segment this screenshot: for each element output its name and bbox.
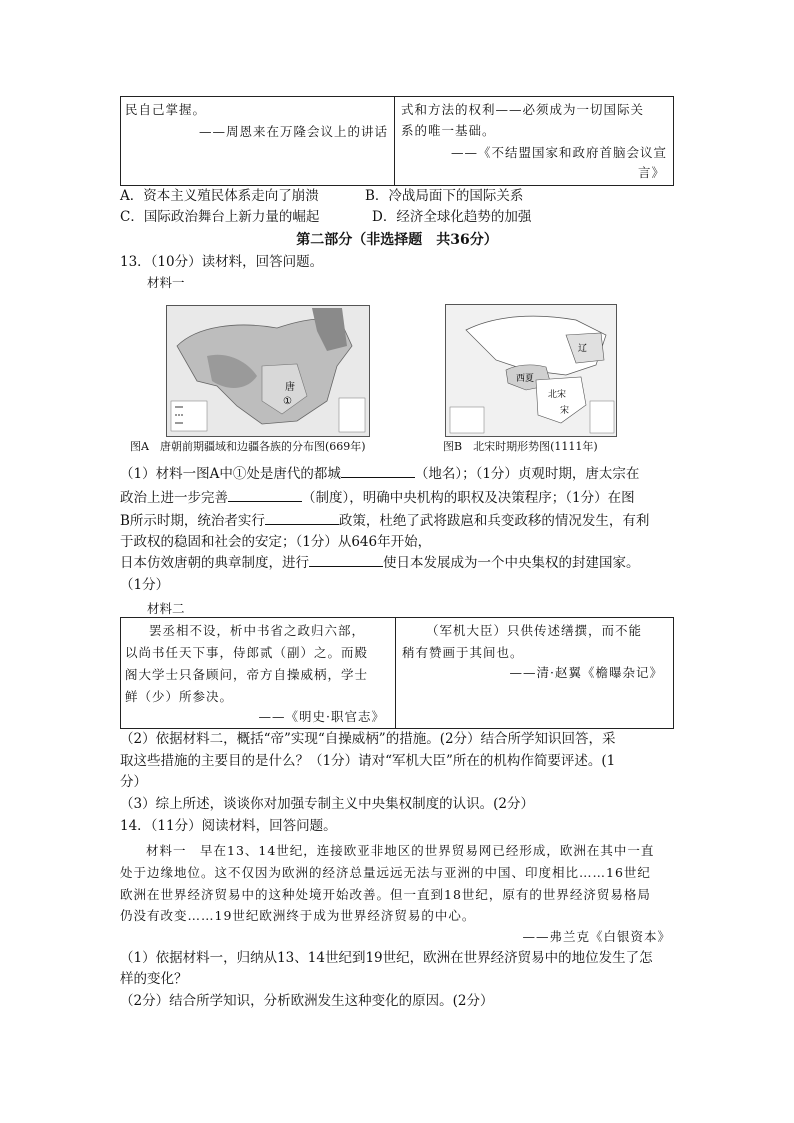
option-b: B．冷战局面下的国际关系 <box>365 188 524 204</box>
quote-text: 系的唯一基础。 <box>401 123 496 138</box>
map-a-caption: 图A 唐朝前期疆域和边疆各族的分布图(669年) <box>130 440 366 453</box>
text: 日本仿效唐朝的典章制度，进行 <box>120 555 309 571</box>
q13-p1-line3 <box>120 510 649 532</box>
answer-blank-system[interactable] <box>228 487 302 502</box>
text: （地名）；（1分）贞观时期，唐太宗在 <box>414 466 640 482</box>
text: 政治上进一步完善 <box>120 490 228 506</box>
quote-zhao-yi <box>396 618 673 728</box>
quote-text: 阁大学士只备顾问，帝方自操威柄，学士 <box>125 667 369 682</box>
q13-p2-line2: 取这些措施的主要目的是什么？（1分）请对“军机大臣”所在的机构作简要评述。(1 <box>120 753 616 769</box>
q13-p1-line2 <box>120 487 635 509</box>
quote-text: 式和方法的权利——必须成为一切国际关 <box>401 102 645 117</box>
answer-blank-policy[interactable] <box>265 510 339 525</box>
quote-text: 以尚书任天下事，侍郎贰（副）之。而殿 <box>125 645 369 660</box>
map-b-label-song: 宋 <box>560 406 570 416</box>
quote-source: ——周恩来在万隆会议上的讲话 <box>198 124 388 139</box>
quote-text: 稍有赞画于其间也。 <box>402 645 524 660</box>
text: 政策，杜绝了武将跋扈和兵变政移的情况发生，有利 <box>338 513 650 529</box>
option-d: D．经济全球化趋势的加强 <box>372 209 532 225</box>
q13-p1-line5 <box>120 552 640 574</box>
option-a: A．资本主义殖民体系走向了崩溃 <box>120 188 319 204</box>
section-title: 第二部分（非选择题 共36分） <box>296 232 498 248</box>
material-2-label: 材料二 <box>147 601 185 616</box>
text: （1）材料一图A中①处是唐代的都城 <box>120 466 341 482</box>
quote-source: ——《不结盟国家和政府首脑会议宣 <box>450 145 667 160</box>
text: （制度），明确中央机构的职权及决策程序；（1分）在图 <box>302 490 635 506</box>
q13-p1-line4: 于政权的稳固和社会的安定；（1分）从646年开始， <box>120 534 432 550</box>
map-b-label-liao: 辽 <box>578 344 588 354</box>
answer-blank-reform[interactable] <box>309 552 383 567</box>
map-a-label-capital: ① <box>283 396 292 407</box>
quote-table-2 <box>120 617 674 729</box>
quote-text: 鲜（少）所参决。 <box>125 689 234 704</box>
map-b-song <box>445 304 617 437</box>
map-a-tang <box>166 305 370 437</box>
quote-source: 言》 <box>637 165 665 180</box>
q14-p1-line2: 样的变化？ <box>120 971 188 987</box>
q13-head: 13．（10分）读材料，回答问题。 <box>120 254 324 270</box>
quote-nonaligned <box>395 97 673 185</box>
q14-material-line4: 仍没有改变……19世纪欧洲终于成为世界经济贸易的中心。 <box>120 908 476 923</box>
map-a-graphic <box>167 306 369 436</box>
q14-p2: （2分）结合所学知识，分析欧洲发生这种变化的原因。(2分） <box>120 993 494 1009</box>
q13-p2-line1: （2）依据材料二，概括“帝”实现“自操威柄”的措施。(2分）结合所学知识回答，采 <box>120 731 616 747</box>
answer-blank-capital[interactable] <box>341 463 415 478</box>
quote-source: ——《明史·职官志》 <box>258 709 385 724</box>
quote-zhou-enlai <box>121 97 395 185</box>
map-b-label-xixia: 西夏 <box>516 374 535 384</box>
quote-source: ——清·赵翼《檐曝杂记》 <box>509 665 663 680</box>
map-b-label-beisong: 北宋 <box>548 390 567 400</box>
quote-ming-history <box>121 618 396 728</box>
q14-material-line1: 材料一 早在13、14世纪，连接欧亚非地区的世界贸易网已经形成，欧洲在其中一直 <box>146 843 655 858</box>
text: B所示时期，统治者实行 <box>120 513 265 529</box>
map-a-label-tang: 唐 <box>285 382 295 393</box>
text: 使日本发展成为一个中央集权的封建国家。 <box>383 555 640 571</box>
quote-text: 罢丞相不设，析中书省之政归六部， <box>149 623 366 638</box>
quote-text: （军机大臣）只供传述缮撰，而不能 <box>426 623 643 638</box>
q14-p1-line1: （1）依据材料一，归纳从13、14世纪到19世纪，欧洲在世界经济贸易中的地位发生了怎 <box>120 950 653 966</box>
map-b-caption: 图B 北宋时期形势图(1111年) <box>443 440 598 453</box>
q13-p2-line3: 分） <box>120 774 147 790</box>
q14-material-line3: 欧洲在世界经济贸易中的这种处境开始改善。但一直到18世纪，原有的世界经济贸易格局 <box>120 887 651 902</box>
option-c: C．国际政治舞台上新力量的崛起 <box>120 209 320 225</box>
map-b-graphic <box>446 305 616 436</box>
quote-table-1 <box>120 96 674 186</box>
q14-source: ——弗兰克《白银资本》 <box>522 929 671 944</box>
q13-p3: （3）综上所述，谈谈你对加强专制主义中央集权制度的认识。(2分） <box>120 796 534 812</box>
q13-p1-line1 <box>120 463 639 485</box>
q13-p1-line6: （1分） <box>120 577 170 593</box>
q14-material-line2: 处于边缘地位。这不仅因为欧洲的经济总量远远无法与亚洲的中国、印度相比……16世纪 <box>120 865 651 880</box>
material-1-label: 材料一 <box>147 275 185 290</box>
quote-text: 民自己掌握。 <box>125 102 207 117</box>
q14-head: 14．（11分）阅读材料，回答问题。 <box>120 818 337 834</box>
